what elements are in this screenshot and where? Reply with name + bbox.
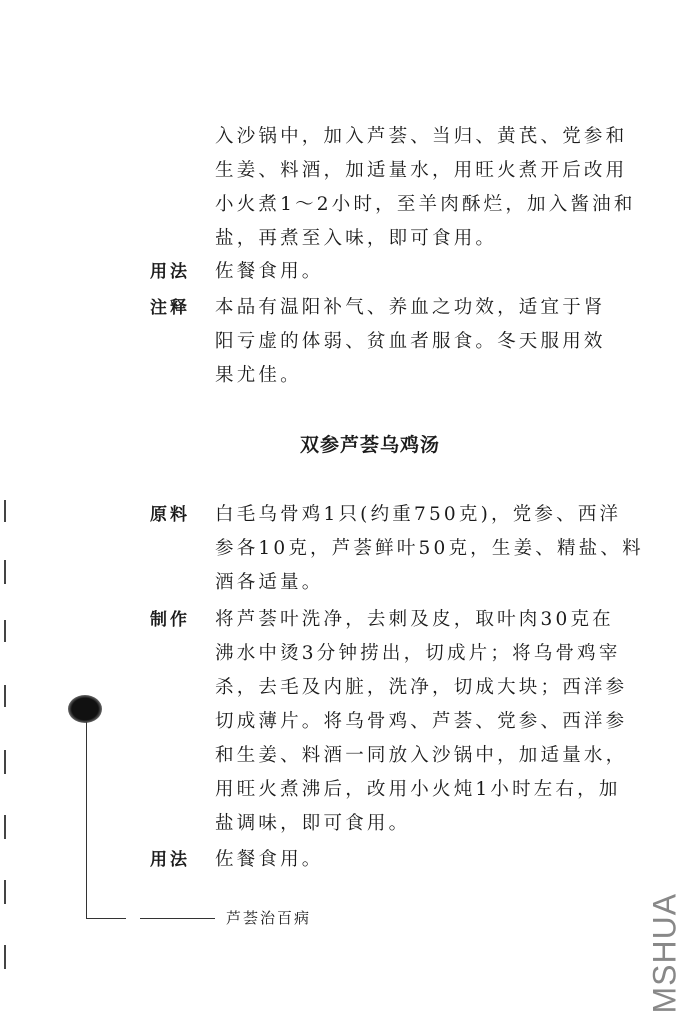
text-line: 入沙锅中，加入芦荟、当归、黄芪、党参和 bbox=[215, 126, 628, 147]
footer-book-title: 芦荟治百病 bbox=[226, 909, 312, 927]
scan-edge-mark bbox=[4, 815, 6, 839]
text-line: 酒各适量。 bbox=[215, 572, 324, 593]
watermark: MSHUA bbox=[646, 892, 683, 1014]
text-line: 盐，再煮至入味，即可食用。 bbox=[215, 228, 498, 249]
scan-edge-mark bbox=[4, 500, 6, 522]
text-line: 盐调味，即可食用。 bbox=[215, 813, 411, 834]
text-line: 用旺火煮沸后，改用小火炖1小时左右，加 bbox=[215, 779, 621, 800]
text-line: 参各10克，芦荟鲜叶50克，生姜、精盐、料 bbox=[215, 538, 644, 559]
text-line: 佐餐食用。 bbox=[215, 849, 324, 870]
text-line: 生姜、料酒，加适量水，用旺火煮开后改用 bbox=[215, 160, 628, 181]
scan-edge-mark bbox=[4, 945, 6, 969]
ingredients-label: 原料 bbox=[150, 505, 190, 525]
text-line: 切成薄片。将乌骨鸡、芦荟、党参、西洋参 bbox=[215, 711, 628, 732]
footer-rule-vertical bbox=[86, 722, 87, 918]
text-line: 和生姜、料酒一同放入沙锅中，加适量水， bbox=[215, 745, 628, 766]
text-line: 将芦荟叶洗净，去刺及皮，取叶肉30克在 bbox=[215, 609, 614, 630]
text-line: 本品有温阳补气、养血之功效，适宜于肾 bbox=[215, 297, 606, 318]
text-line: 杀，去毛及内脏，洗净，切成大块；西洋参 bbox=[215, 677, 628, 698]
usage-label: 用法 bbox=[150, 262, 190, 282]
footer-rule-horizontal bbox=[140, 918, 215, 919]
usage-label: 用法 bbox=[150, 850, 190, 870]
note-label: 注释 bbox=[150, 298, 190, 318]
scan-edge-mark bbox=[4, 560, 6, 584]
scan-edge-mark bbox=[4, 685, 6, 707]
page-number-badge bbox=[68, 695, 102, 723]
recipe-title: 双参芦荟乌鸡汤 bbox=[299, 434, 440, 456]
footer-rule-horizontal bbox=[86, 918, 126, 919]
text-line: 小火煮1～2小时，至羊肉酥烂，加入酱油和 bbox=[215, 194, 636, 215]
text-line: 果尤佳。 bbox=[215, 365, 302, 386]
text-line: 白毛乌骨鸡1只(约重750克)，党参、西洋 bbox=[215, 504, 622, 525]
scan-edge-mark bbox=[4, 620, 6, 642]
method-label: 制作 bbox=[150, 610, 190, 630]
text-line: 沸水中烫3分钟捞出，切成片；将乌骨鸡宰 bbox=[215, 643, 621, 664]
text-line: 阳亏虚的体弱、贫血者服食。冬天服用效 bbox=[215, 331, 606, 352]
scan-edge-mark bbox=[4, 750, 6, 774]
text-line: 佐餐食用。 bbox=[215, 261, 324, 282]
scan-edge-mark bbox=[4, 880, 6, 904]
